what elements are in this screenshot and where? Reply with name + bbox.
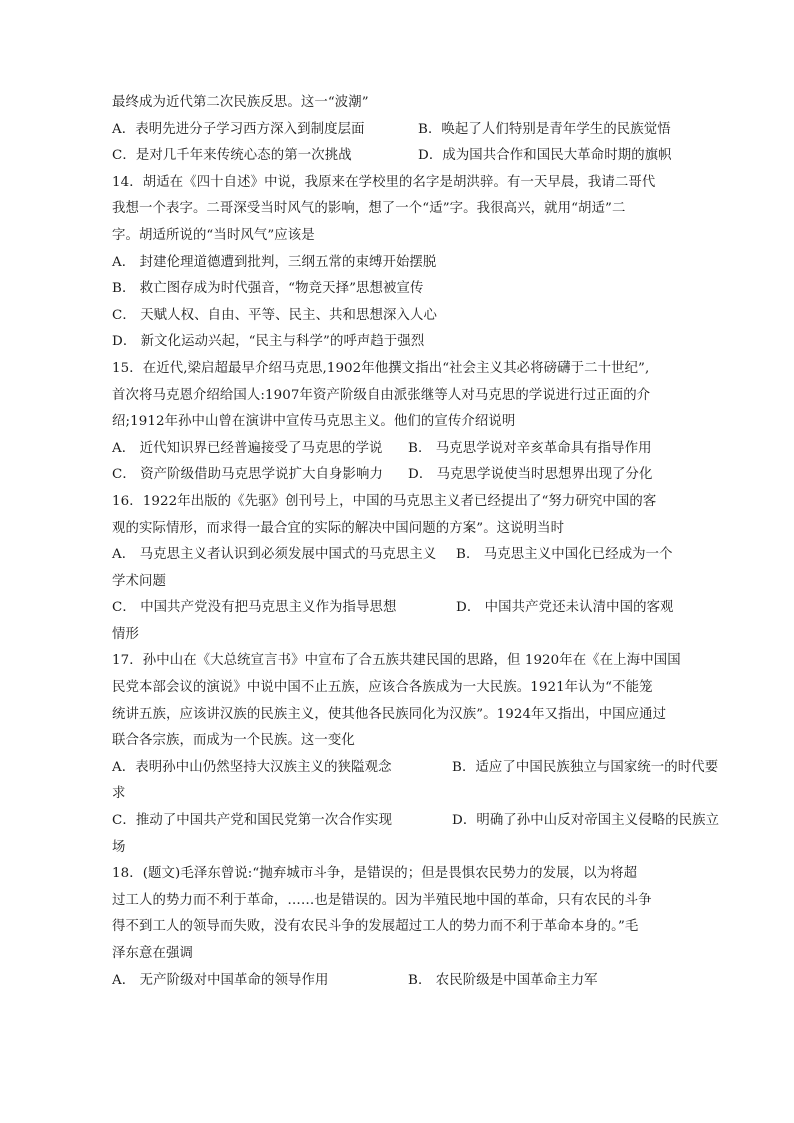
q13-option-a[interactable]: A．表明先进分子学习西方深入到制度层面 (112, 121, 365, 137)
q17-stem-line-4: 联合各宗族，而成为一个民族。这一变化 (112, 733, 355, 749)
q15-option-d[interactable]: D． 马克思学说使当时思想界出现了分化 (408, 467, 653, 483)
q18-stem-line-2: 过工人的势力而不利于革命，……也是错误的。因为半殖民地中国的革命，只有农民的斗争 (112, 892, 652, 908)
q14-stem-line-2: 我想一个表字。二哥深受当时风气的影响，想了一个“适”字。我很高兴，就用“胡适”二 (112, 201, 626, 217)
q14-option-a[interactable]: A． 封建伦理道德遭到批判，三纲五常的束缚开始摆脱 (112, 254, 437, 270)
q17-options-row-2 (112, 808, 720, 835)
q16-option-a[interactable]: A． 马克思主义者认识到必须发展中国式的马克思主义 (112, 547, 437, 563)
q18-option-b[interactable]: B． 农民阶级是中国革命主力军 (408, 972, 598, 988)
q17-stem-line-3: 统讲五族，应该讲汉族的民族主义，使其他各民族同化为汉族”。1924年又指出，中国应通过 (112, 706, 667, 722)
q17-stem-line-2: 民党本部会议的演说》中说中国不止五族，应该合各族成为一大民族。1921年认为“不能笼 (112, 680, 653, 696)
q18-option-a[interactable]: A． 无产阶级对中国革命的领导作用 (112, 972, 329, 988)
q18-stem-line-3: 得不到工人的领导而失败，没有农民斗争的发展超过工人的势力而不利于革命本身的。”毛 (112, 919, 639, 935)
q16-option-d[interactable]: D． 中国共产党还未认清中国的客观 (456, 600, 674, 616)
q18-stem-line-4: 泽东意在强调 (112, 946, 193, 961)
q15-stem-line-2: 首次将马克恩介绍给国人:1907年资产阶级自由派张继等人对马克思的学说进行过正面的介 (112, 387, 651, 403)
q13-option-c[interactable]: C．是对几千年来传统心态的第一次挑战 (112, 148, 352, 164)
q13-options-row-1 (112, 117, 687, 144)
q17-option-b-continued: 求 (112, 786, 126, 802)
q14-option-c[interactable]: C． 天赋人权、自由、平等、民主、共和思想深入人心 (112, 307, 437, 323)
q16-options-row-1 (112, 542, 687, 569)
q16-option-d-continued: 情形 (112, 626, 139, 642)
q15-option-c[interactable]: C． 资产阶级借助马克思学说扩大自身影响力 (112, 467, 384, 483)
q17-options-row-1 (112, 755, 719, 782)
q16-option-b[interactable]: B． 马克思主义中国化已经成为一个 (456, 547, 673, 563)
q13-option-d[interactable]: D．成为国共合作和国民大革命时期的旗帜 (418, 148, 672, 164)
q14-stem-line-3: 字。胡适所说的“当时风气”应该是 (112, 227, 315, 243)
q15-option-b[interactable]: B． 马克思学说对辛亥革命具有指导作用 (408, 440, 652, 456)
q15-options-row-1 (112, 436, 687, 463)
q16-option-c[interactable]: C． 中国共产党没有把马克思主义作为指导思想 (112, 600, 397, 616)
q17-option-a[interactable]: A．表明孙中山仍然坚持大汉族主义的狭隘观念 (112, 759, 392, 775)
q18-options-row-1 (112, 968, 687, 995)
q15-options-row-2 (112, 462, 687, 489)
q13-stem-end: 最终成为近代第二次民族反思。这一“波潮” (112, 95, 369, 110)
q17-option-b[interactable]: B．适应了中国民族独立与国家统一的时代要 (452, 759, 719, 775)
q13-options-row-2 (112, 143, 687, 170)
q13-option-b[interactable]: B．唤起了人们特别是青年学生的民族觉悟 (418, 121, 671, 137)
q17-stem-line-1: 17．孙中山在《大总统宣言书》中宣布了合五族共建民国的思路，但 1920年在《在上海中国国 (112, 653, 681, 669)
q15-stem-line-1: 15．在近代,梁启超最早介绍马克思,1902年他撰文指出“社会主义其必将磅礴于二十世纪”, (112, 360, 650, 376)
q15-option-a[interactable]: A． 近代知识界已经普遍接受了马克思的学说 (112, 440, 383, 456)
q16-option-b-continued: 学术问题 (112, 573, 166, 589)
q17-option-d[interactable]: D．明确了孙中山反对帝国主义侵略的民族立 (452, 813, 720, 829)
q14-option-b[interactable]: B． 救亡图存成为时代强音，“物竞天择”思想被宣传 (112, 281, 424, 297)
q16-stem-line-1: 16．1922年出版的《先驱》创刊号上，中国的马克思主义者已经提出了“努力研究中国的客 (112, 493, 657, 509)
q14-option-d[interactable]: D． 新文化运动兴起，“民主与科学”的呼声趋于强烈 (112, 334, 425, 350)
exam-page (112, 90, 720, 994)
q15-stem-line-3: 绍;1912年孙中山曾在演讲中宣传马克思主义。他们的宣传介绍说明 (112, 414, 516, 430)
q16-options-row-2 (112, 595, 687, 622)
q16-stem-line-2: 观的实际情形，而求得一最合宜的实际的解决中国问题的方案”。这说明当时 (112, 520, 565, 536)
q18-stem-line-1: 18．(题文)毛泽东曾说:“抛弃城市斗争，是错误的；但是畏惧农民势力的发展，以为将超 (112, 866, 638, 882)
q14-stem-line-1: 14．胡适在《四十自述》中说，我原来在学校里的名字是胡洪骍。有一天早晨，我请二哥代 (112, 174, 656, 190)
q17-option-c[interactable]: C．推动了中国共产党和国民党第一次合作实现 (112, 813, 393, 829)
q17-option-d-continued: 场 (112, 839, 126, 855)
